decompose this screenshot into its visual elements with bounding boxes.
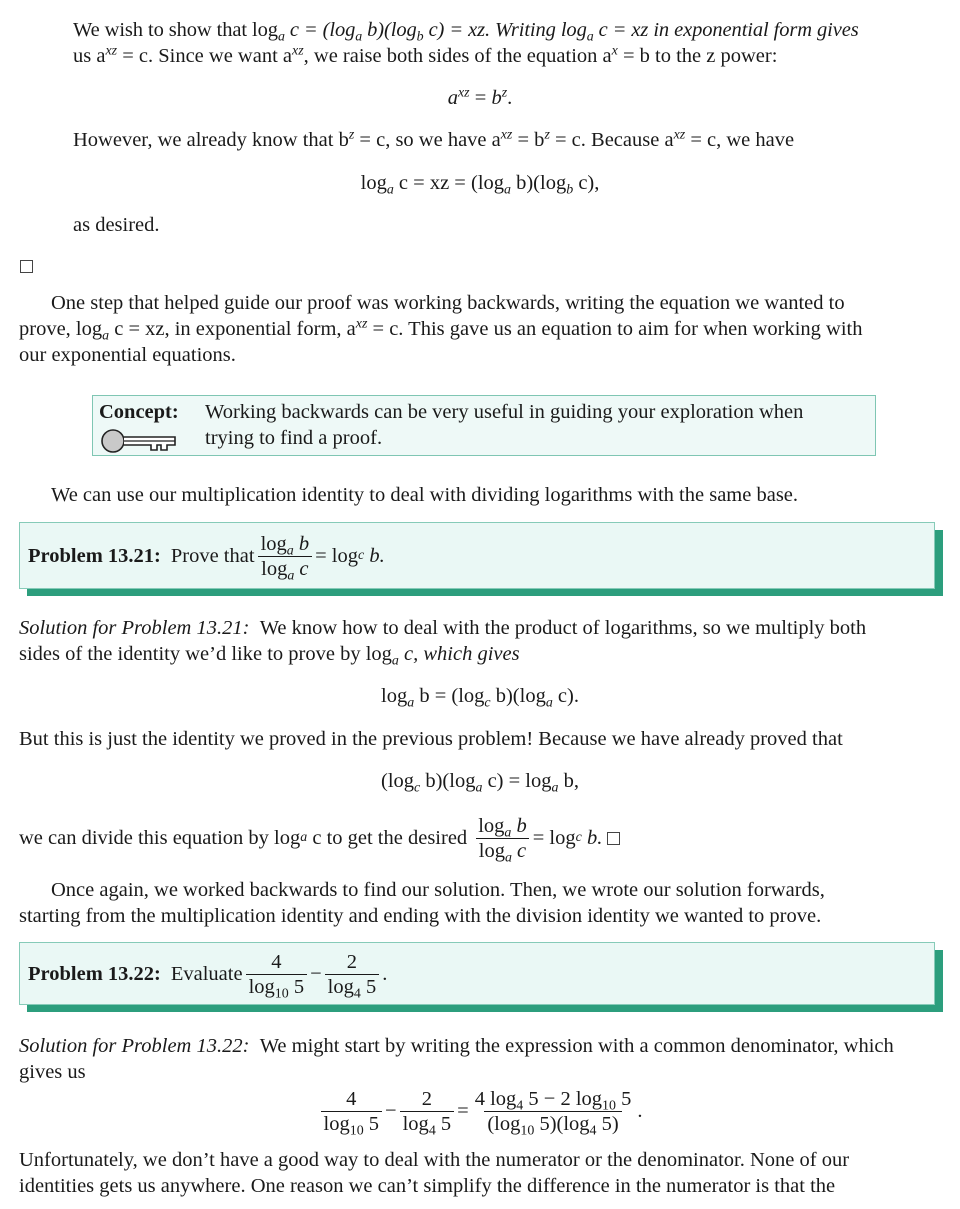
- para1-line2: us $a^{xz} = c$. Since we want $a^{xz}$, we raise both sides of the equation $a^x = b$ to the z power:: [73, 43, 778, 67]
- as-desired-text: as desired.: [73, 214, 160, 236]
- concept-box: [92, 395, 876, 456]
- problem-13-22-fraction-2: $\frac{2}{\log_4 5}$: [325, 950, 380, 999]
- eq-fraction-3: $\frac{4 \log_4 5 - 2 \log_{10} 5}{(\log_{10} 5)(\log_4 5)}$: [474, 1087, 632, 1138]
- concept-label: Concept:: [99, 401, 179, 423]
- qed-square: [20, 253, 33, 279]
- problem-13-22-box: Problem 13.22: Evaluate $\frac{4}{\log_{10} 5}$ − $\frac{2}{\log_4 5}$ .: [19, 942, 935, 1005]
- solution-13-22-line1: Solution for Problem 13.22: We might start by writing the expression with a common denominator, which: [19, 1035, 894, 1057]
- qed-square-icon: [607, 832, 620, 845]
- problem-13-21-label: Problem 13.21:: [28, 544, 161, 567]
- solution-13-22-line2: gives us: [19, 1061, 86, 1083]
- solution-13-22-label: Solution for Problem 13.22:: [19, 1035, 250, 1057]
- qed-square-icon: [20, 260, 33, 273]
- solution-13-21-fraction: $\frac{\log_a b}{\log_a c}$: [475, 814, 530, 863]
- problem-13-22-label: Problem 13.22:: [28, 962, 161, 985]
- equation-log-product: $\log_a c$ = xz = ($\log_a$ $b)(\log_b$ c),: [360, 172, 600, 198]
- para5-line2: starting from the multiplication identity and ending with the division identity we wanted to prove.: [19, 905, 822, 927]
- para3-line3: our exponential equations.: [19, 344, 236, 366]
- concept-text: Working backwards can be very useful in guiding your exploration when trying to find a proof.: [205, 401, 804, 449]
- equation-logc-b-product: ($\log_c$ $b)(\log_a$ $c) = \log_a b$,: [381, 770, 579, 796]
- para1-line1: We wish to show that $\log_a c = (\log_a$ $b)(\log_b$ c) = xz. Writing $\log_a c$ = xz in exponential form gives: [73, 19, 859, 45]
- para2: However, we already know that $b^z = c$, so we have $a^{xz} = b^z = c$. Because $a^{xz} = c$, we have: [73, 127, 795, 151]
- equation-common-denominator: $\frac{4}{\log_{10} 5}$ − $\frac{2}{\log_4 5}$ = $\frac{4 \log_4 5 - 2 \log_{10} 5}{(\log_{10} 5)(\log_4 5)}$ .: [0, 1084, 960, 1138]
- eq-fraction-1: $\frac{4}{\log_{10} 5}$: [321, 1087, 383, 1136]
- problem-13-21-fraction: $\frac{\log_a b}{\log_a c}$: [258, 532, 313, 581]
- equation-loga-b: $\log_a b = (\log_c$ $b)(\log_a$ c).: [381, 685, 579, 711]
- para4: We can use our multiplication identity to deal with dividing logarithms with the same base.: [51, 484, 799, 506]
- equation-axz-bz: $a^{xz} = b^z$.: [447, 85, 513, 109]
- solution-13-21-line1: Solution for Problem 13.21: We know how to deal with the product of logarithms, so we multiply both: [19, 617, 867, 639]
- para3-line1: One step that helped guide our proof was working backwards, writing the equation we wanted to: [51, 292, 845, 314]
- eq-fraction-2: $\frac{2}{\log_4 5}$: [400, 1087, 455, 1136]
- problem-13-22-fraction-1: $\frac{4}{\log_{10} 5}$: [246, 950, 308, 999]
- key-icon: [101, 428, 177, 454]
- solution-13-21-line4: we can divide this equation by log a c to get the desired $\frac{\log_a b}{\log_a c}$ = log c b.: [19, 810, 620, 866]
- solution-13-21-label: Solution for Problem 13.21:: [19, 617, 250, 639]
- problem-13-21-box: Problem 13.21: Prove that $\frac{\log_a b}{\log_a c}$ = log c b.: [19, 522, 935, 589]
- solution-13-22-line3: Unfortunately, we don’t have a good way to deal with the numerator or the denominator. None of our: [19, 1149, 850, 1171]
- solution-13-21-line3: But this is just the identity we proved in the previous problem! Because we have already proved that: [19, 728, 843, 750]
- para5-line1: Once again, we worked backwards to find our solution. Then, we wrote our solution forwards,: [51, 879, 825, 901]
- solution-13-22-line4: identities gets us anywhere. One reason we can’t simplify the difference in the numerator is that the: [19, 1175, 836, 1197]
- para3-line2: prove, $\log_a c$ = xz, in exponential form, $a^{xz} = c$. This gave us an equation to aim for when working with: [19, 316, 863, 344]
- solution-13-21-line2: sides of the identity we’d like to prove by $\log_a c$, which gives: [19, 643, 520, 669]
